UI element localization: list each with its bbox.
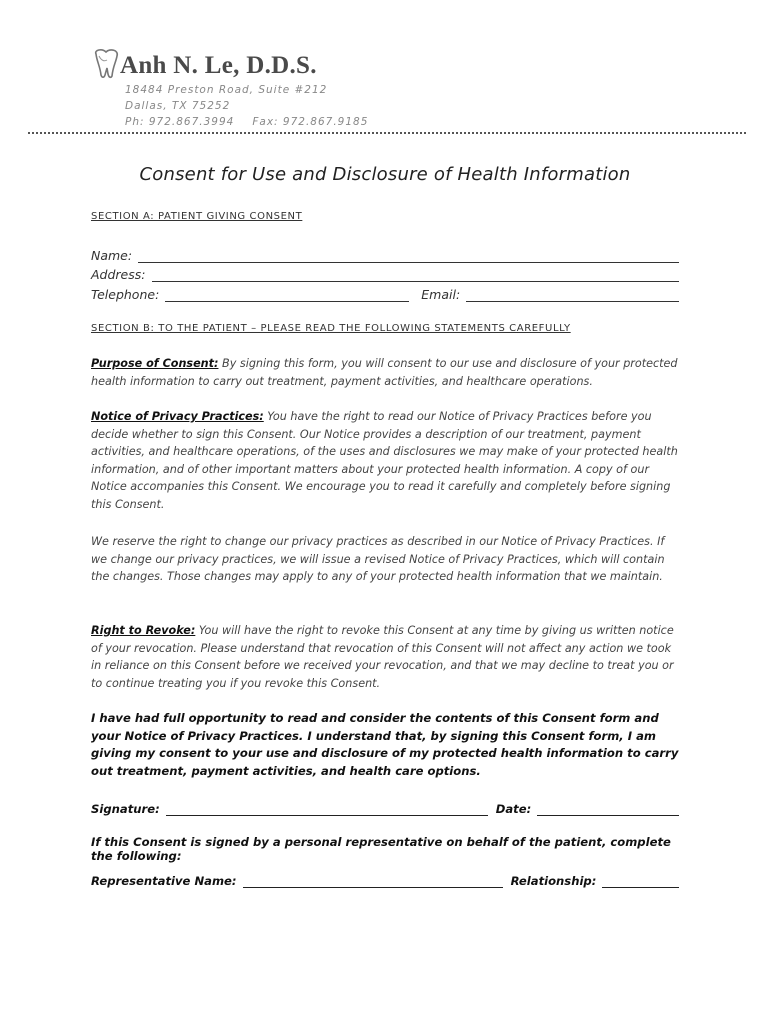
representative-note: If this Consent is signed by a personal representative on behalf of the patient, complete the following:: [91, 835, 671, 863]
revoke-text: You will have the right to revoke this Consent at any time by giving us written notice of your revocation. Please understand that revocation of this Consent will not affect any action we took in reliance on this Consent before we received your revocation, and that we may decline to treat you or to continue treating you if you revoke this Consent.: [91, 624, 674, 690]
page-title: Consent for Use and Disclosure of Health Information: [139, 164, 631, 185]
email-line[interactable]: [466, 289, 679, 302]
contact-line: [125, 116, 368, 128]
revoke-lead: Right to Revoke:: [91, 624, 196, 637]
relationship-line[interactable]: [602, 875, 679, 888]
privacy-paragraph: [91, 408, 679, 514]
address-label: Address:: [91, 267, 146, 282]
representative-name-line[interactable]: [243, 875, 503, 888]
purpose-paragraph: [91, 355, 679, 390]
relationship-label: Relationship:: [510, 874, 597, 888]
telephone-label: Telephone:: [91, 287, 160, 302]
address-field[interactable]: [91, 264, 679, 282]
signature-line[interactable]: [166, 803, 488, 816]
tooth-logo-icon: [92, 48, 122, 80]
name-field[interactable]: [91, 245, 679, 263]
section-a-heading: SECTION A: PATIENT GIVING CONSENT: [91, 211, 303, 222]
acknowledgement-paragraph: I have had full opportunity to read and consider the contents of this Consent form and your Notice of Privacy Practices. I understand that, by signing this Consent form, I am giving my consent to your use and disclosure of my protected health information to carry out treatment, payment activities, and health care options.: [91, 711, 679, 778]
address-line-1: 18484 Preston Road, Suite #212: [125, 84, 328, 96]
privacy-lead: Notice of Privacy Practices:: [91, 410, 264, 423]
practice-name: Anh N. Le, D.D.S.: [120, 52, 317, 79]
address-line-2: Dallas, TX 75252: [125, 100, 231, 112]
signature-label: Signature:: [91, 802, 160, 816]
telephone-line[interactable]: [165, 289, 409, 302]
privacy-text: You have the right to read our Notice of Privacy Practices before you decide whether to sign this Consent. Our Notice provides a description of our treatment, payment activities, and healthcare operations, of the uses and disclosures we may make of your protected health information, and of other important matters about your protected health information. A copy of our Notice accompanies this Consent. We encourage you to read it carefully and completely before signing this Consent.: [91, 410, 678, 511]
telephone-email-row: [91, 284, 679, 302]
name-line[interactable]: [138, 250, 679, 263]
section-b-heading: SECTION B: TO THE PATIENT – PLEASE READ THE FOLLOWING STATEMENTS CAREFULLY: [91, 323, 571, 334]
name-label: Name:: [91, 248, 133, 263]
signature-date-row: [91, 798, 679, 816]
revoke-paragraph: [91, 622, 679, 692]
purpose-lead: Purpose of Consent:: [91, 357, 219, 370]
date-label: Date:: [495, 802, 532, 816]
representative-name-label: Representative Name:: [91, 874, 237, 888]
fax-number: Fax: 972.867.9185: [252, 116, 369, 128]
header-divider: [28, 132, 746, 134]
representative-row: [91, 870, 679, 888]
date-line[interactable]: [537, 803, 679, 816]
purpose-text: By signing this form, you will consent to our use and disclosure of your protected health information to carry out treatment, payment activities, and healthcare operations.: [91, 357, 678, 388]
email-label: Email:: [421, 287, 461, 302]
reserve-paragraph: We reserve the right to change our privacy practices as described in our Notice of Privacy Practices. If we change our privacy practices, we will issue a revised Notice of Privacy Practices, which will contain the changes. Those changes may apply to any of your protected health information that we maintain.: [91, 535, 665, 584]
address-line[interactable]: [152, 269, 680, 282]
phone-number: Ph: 972.867.3994: [125, 116, 235, 128]
